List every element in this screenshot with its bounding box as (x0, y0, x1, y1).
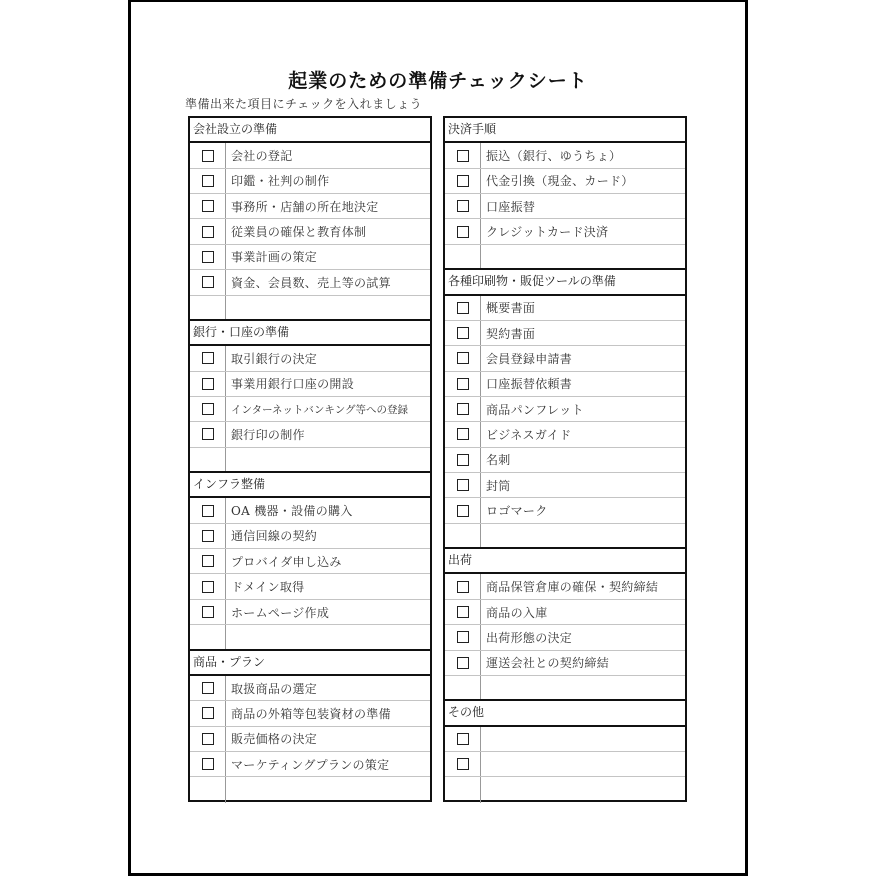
checkbox-cell (190, 397, 226, 421)
checkbox-cell (190, 270, 226, 294)
blank-text-cell (481, 676, 685, 699)
blank-text-cell (481, 245, 685, 268)
checkbox[interactable] (202, 175, 214, 187)
section-heading: 各種印刷物・販促ツールの準備 (448, 274, 616, 289)
section-heading: 銀行・口座の準備 (193, 325, 290, 340)
blank-row (445, 777, 685, 802)
blank-text-cell (226, 296, 430, 319)
checkbox-cell (445, 372, 481, 396)
checkbox[interactable] (457, 175, 469, 187)
checklist-item-label: 取引銀行の決定 (231, 351, 318, 366)
checklist-row (190, 752, 430, 777)
checkbox-cell (190, 372, 226, 396)
checklist-row (190, 498, 430, 523)
blank-checkbox-cell (445, 676, 481, 699)
checklist-row (445, 346, 685, 371)
section-header (445, 118, 685, 143)
checkbox-cell (445, 321, 481, 345)
checkbox-cell (445, 296, 481, 320)
checklist-row (445, 651, 685, 676)
section-heading: 決済手順 (448, 122, 497, 137)
checkbox[interactable] (457, 454, 469, 466)
right-checklist-table (443, 116, 687, 802)
checklist-row (445, 372, 685, 397)
blank-row (190, 296, 430, 321)
checklist-row (445, 194, 685, 219)
checklist-row (190, 270, 430, 295)
checklist-row (190, 143, 430, 168)
blank-checkbox-cell (445, 524, 481, 547)
checkbox[interactable] (202, 200, 214, 212)
checkbox[interactable] (202, 733, 214, 745)
checkbox[interactable] (202, 276, 214, 288)
section-header (190, 118, 430, 143)
blank-row (445, 245, 685, 270)
checklist-item-label: 封筒 (486, 478, 511, 493)
checklist-item-label: ロゴマーク (486, 504, 548, 519)
checkbox[interactable] (457, 428, 469, 440)
blank-checkbox-cell (445, 777, 481, 802)
section-heading: 商品・プラン (193, 654, 266, 669)
checkbox[interactable] (457, 403, 469, 415)
section-heading: 出荷 (448, 553, 473, 568)
checklist-item-label: 代金引換（現金、カード） (486, 174, 634, 189)
checkbox[interactable] (457, 581, 469, 593)
checklist-row (190, 397, 430, 422)
checkbox[interactable] (457, 758, 469, 770)
checkbox[interactable] (202, 251, 214, 263)
checklist-item-label: 会員登録申請書 (486, 351, 573, 366)
checklist-row (190, 727, 430, 752)
checkbox-cell (445, 448, 481, 472)
checkbox[interactable] (457, 733, 469, 745)
checklist-row (190, 701, 430, 726)
section-header (445, 701, 685, 726)
checkbox-cell (445, 473, 481, 497)
checklist-row (190, 549, 430, 574)
checklist-row (190, 245, 430, 270)
checklist-item-label: 会社の登記 (231, 149, 293, 164)
checkbox-cell (190, 143, 226, 167)
checklist-item-label: 運送会社との契約締結 (486, 656, 610, 671)
page-subtitle: 準備出来た項目にチェックを入れましょう (185, 97, 423, 111)
checkbox-cell (190, 600, 226, 624)
checklist-item-label: 取扱商品の選定 (231, 681, 318, 696)
checkbox-cell (190, 169, 226, 193)
checklist-row (190, 422, 430, 447)
checkbox-cell (190, 676, 226, 700)
blank-row (190, 448, 430, 473)
checkbox[interactable] (457, 378, 469, 390)
checkbox[interactable] (202, 150, 214, 162)
checkbox[interactable] (457, 479, 469, 491)
checklist-item-label: 銀行印の制作 (231, 427, 305, 442)
checkbox-cell (190, 245, 226, 269)
checklist-row (445, 296, 685, 321)
checklist-item-label: 販売価格の決定 (231, 732, 318, 747)
checklist-item-label: ビジネスガイド (486, 427, 572, 442)
checkbox[interactable] (457, 226, 469, 238)
checkbox-cell (445, 727, 481, 751)
section-header (445, 270, 685, 295)
checklist-item-label: 従業員の確保と教育体制 (231, 225, 367, 240)
checklist-row (190, 219, 430, 244)
checklist-item-label: 口座振替依頼書 (486, 377, 573, 392)
checklist-row (190, 372, 430, 397)
checklist-row (190, 169, 430, 194)
checkbox-cell (190, 498, 226, 522)
checkbox[interactable] (457, 606, 469, 618)
checkbox-cell (190, 752, 226, 776)
checkbox[interactable] (202, 606, 214, 618)
blank-checkbox-cell (190, 777, 226, 802)
checkbox[interactable] (202, 758, 214, 770)
section-header (190, 473, 430, 498)
checklist-item-label (481, 752, 685, 776)
blank-text-cell (226, 625, 430, 648)
checklist-item-label: 商品の外箱等包装資材の準備 (231, 706, 391, 721)
checkbox[interactable] (202, 428, 214, 440)
checklist-item-label: マーケティングプランの策定 (231, 757, 390, 772)
checkbox-cell (190, 422, 226, 446)
checklist-row (190, 676, 430, 701)
checklist-row (445, 397, 685, 422)
checkbox[interactable] (457, 150, 469, 162)
checklist-row (190, 524, 430, 549)
checklist-item-label: インターネットバンキング等への登録 (231, 403, 409, 416)
checklist-item-label: 資金、会員数、売上等の試算 (231, 275, 391, 290)
checklist-item-label: 印鑑・社判の制作 (231, 174, 330, 189)
checklist-row (190, 600, 430, 625)
checkbox[interactable] (457, 352, 469, 364)
checkbox[interactable] (202, 352, 214, 364)
checklist-item-label: 商品パンフレット (486, 402, 584, 417)
checkbox-cell (445, 346, 481, 370)
section-header (190, 651, 430, 676)
checkbox[interactable] (457, 302, 469, 314)
checkbox-cell (445, 574, 481, 598)
page-title (0, 66, 876, 93)
checklist-item-label: 事業計画の策定 (231, 250, 318, 265)
checkbox-cell (190, 549, 226, 573)
checklist-row (445, 574, 685, 599)
checklist-item-label: 商品の入庫 (486, 605, 548, 620)
checklist-row (445, 219, 685, 244)
checkbox-cell (445, 600, 481, 624)
checkbox-cell (190, 727, 226, 751)
checklist-row (445, 752, 685, 777)
checklist-row (445, 448, 685, 473)
checklist-item-label: クレジットカード決済 (486, 225, 609, 240)
checklist-row (445, 727, 685, 752)
checkbox[interactable] (202, 555, 214, 567)
checkbox[interactable] (457, 327, 469, 339)
section-heading: 会社設立の準備 (193, 122, 278, 137)
checklist-item-label (481, 727, 685, 751)
checkbox[interactable] (457, 200, 469, 212)
checkbox[interactable] (202, 403, 214, 415)
checkbox-cell (445, 498, 481, 522)
section-heading: インフラ整備 (193, 477, 266, 492)
checkbox[interactable] (202, 707, 214, 719)
checkbox-cell (190, 524, 226, 548)
blank-checkbox-cell (190, 296, 226, 319)
checkbox[interactable] (202, 505, 214, 517)
checkbox-cell (445, 397, 481, 421)
checkbox-cell (190, 574, 226, 598)
checkbox[interactable] (202, 581, 214, 593)
checklist-row (445, 143, 685, 168)
blank-row (190, 625, 430, 650)
checkbox-cell (445, 194, 481, 218)
checkbox-cell (445, 169, 481, 193)
checkbox[interactable] (202, 682, 214, 694)
checkbox-cell (445, 625, 481, 649)
blank-row (190, 777, 430, 802)
checkbox-cell (445, 752, 481, 776)
blank-row (445, 676, 685, 701)
checklist-row (445, 321, 685, 346)
checkbox[interactable] (457, 657, 469, 669)
checklist-row (445, 473, 685, 498)
checklist-row (190, 574, 430, 599)
blank-checkbox-cell (190, 625, 226, 648)
checkbox-cell (190, 194, 226, 218)
checklist-item-label: 事業用銀行口座の開設 (231, 377, 355, 392)
checklist-item-label: 概要書面 (486, 301, 536, 316)
checklist-item-label: 商品保管倉庫の確保・契約締結 (486, 580, 659, 595)
checklist-item-label: 事務所・店舗の所在地決定 (231, 199, 379, 214)
checklist-row (445, 169, 685, 194)
checklist-row (445, 600, 685, 625)
blank-checkbox-cell (445, 245, 481, 268)
checkbox-cell (190, 701, 226, 725)
blank-text-cell (226, 777, 430, 802)
checklist-item-label: OA 機器・設備の購入 (231, 504, 353, 519)
checklist-item-label: 出荷形態の決定 (486, 630, 573, 645)
checkbox-cell (190, 346, 226, 370)
blank-text-cell (481, 777, 685, 802)
checkbox-cell (190, 219, 226, 243)
left-checklist-table (188, 116, 432, 802)
checklist-item-label: 名刺 (486, 453, 511, 468)
checkbox[interactable] (457, 631, 469, 643)
checkbox-cell (445, 219, 481, 243)
checklist-row (445, 625, 685, 650)
blank-text-cell (226, 448, 430, 471)
checkbox-cell (445, 143, 481, 167)
checkbox[interactable] (202, 226, 214, 238)
checklist-item-label: ドメイン取得 (231, 580, 305, 595)
section-header (445, 549, 685, 574)
checkbox-cell (445, 651, 481, 675)
checklist-row (190, 346, 430, 371)
checklist-row (190, 194, 430, 219)
checklist-item-label: プロバイダ申し込み (231, 554, 342, 569)
checklist-item-label: 契約書面 (486, 326, 536, 341)
checkbox-cell (445, 422, 481, 446)
blank-text-cell (481, 524, 685, 547)
checklist-item-label: 口座振替 (486, 199, 536, 214)
checklist-item-label: 通信回線の契約 (231, 529, 318, 544)
blank-checkbox-cell (190, 448, 226, 471)
checkbox[interactable] (202, 530, 214, 542)
section-header (190, 321, 430, 346)
section-heading: その他 (448, 705, 485, 720)
blank-row (445, 524, 685, 549)
checklist-item-label: 振込（銀行、ゆうちょ） (486, 149, 622, 164)
checklist-row (445, 498, 685, 523)
checklist-row (445, 422, 685, 447)
checkbox[interactable] (457, 505, 469, 517)
title-text: 起業のための準備チェックシート (288, 70, 588, 92)
checkbox[interactable] (202, 378, 214, 390)
checklist-item-label: ホームページ作成 (231, 605, 330, 620)
